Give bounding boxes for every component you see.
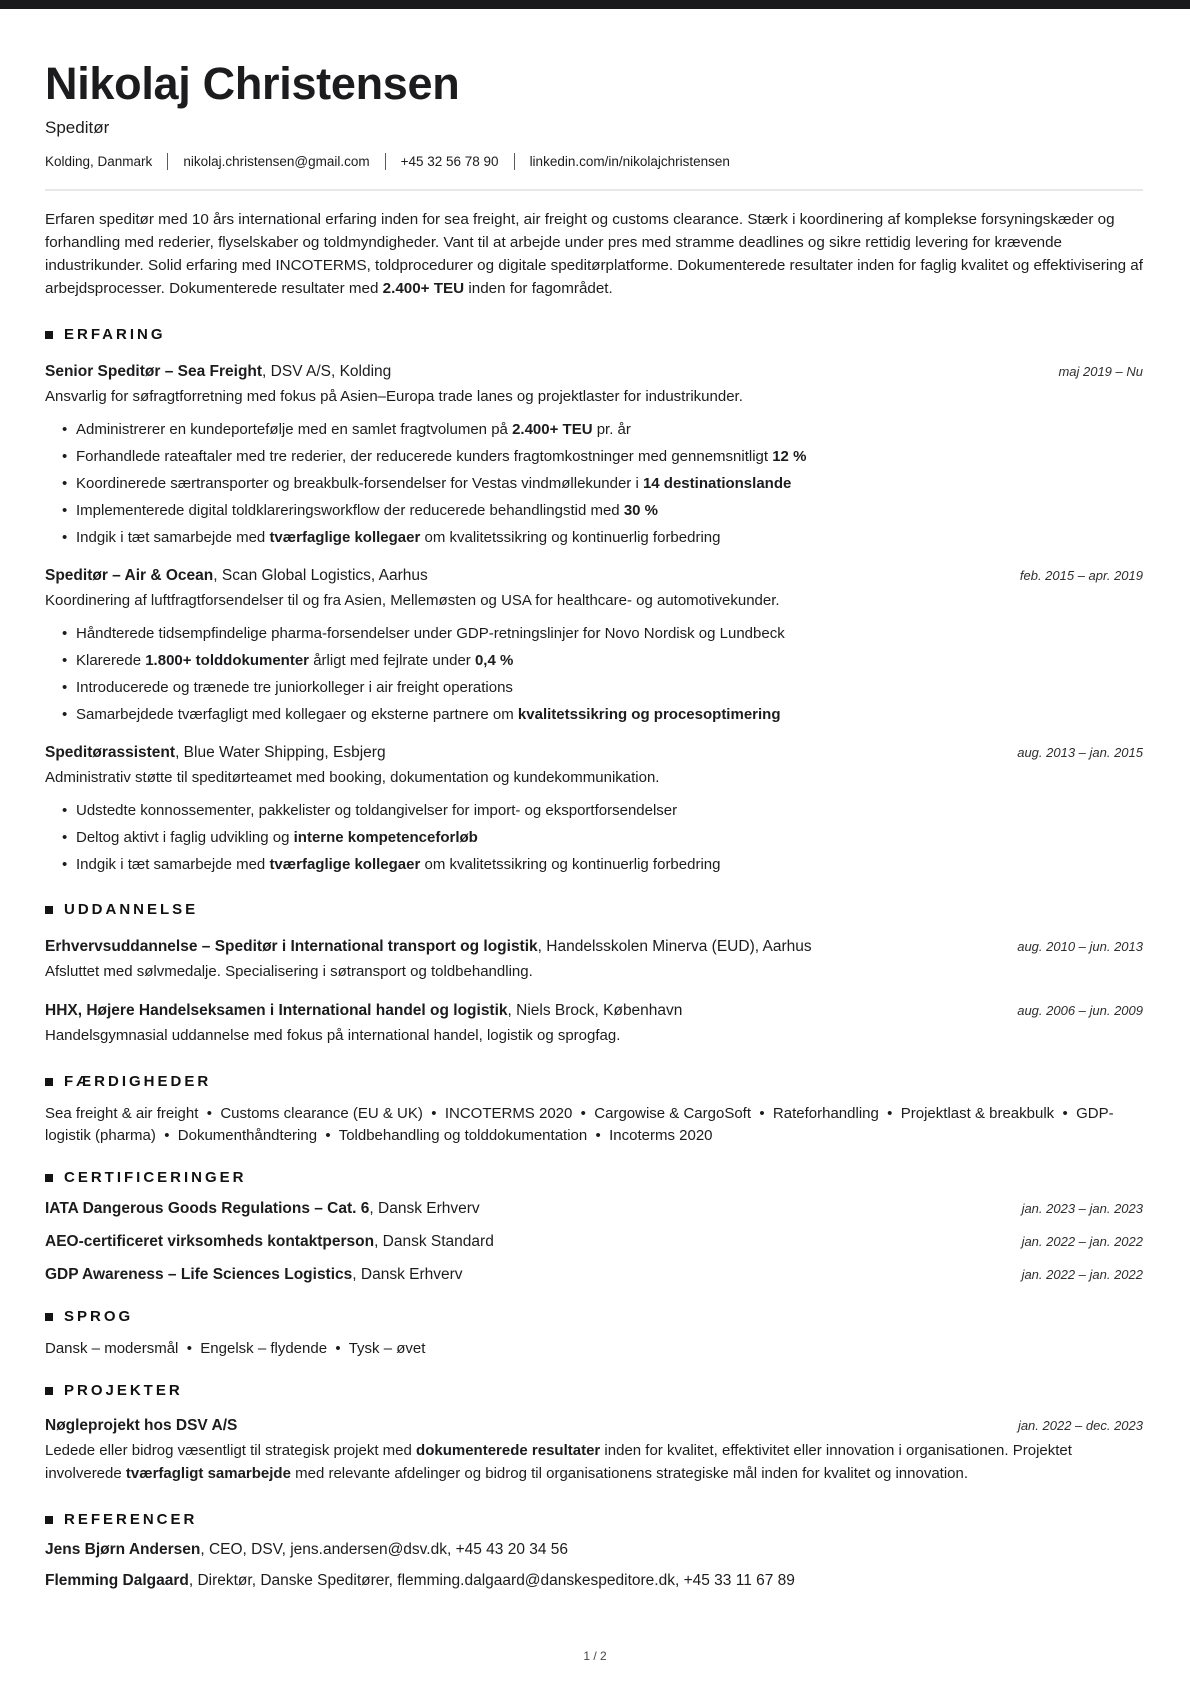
education-meta: , Niels Brock, København (507, 1002, 683, 1020)
education-title: Erhvervsuddannelse – Speditør i International transport og logistik (45, 938, 538, 956)
section-title-label: UDDANNELSE (64, 901, 199, 919)
job-bullet: • Administrerer en kundeportefølje med en samlet fragtvolumen på 2.400+ TEU pr. år (76, 419, 1143, 440)
section-references (45, 1511, 1143, 1591)
section-projects (45, 1382, 1143, 1485)
certification-date: jan. 2022 – jan. 2022 (1021, 1267, 1143, 1283)
certification-title: GDP Awareness – Life Sciences Logistics (45, 1266, 353, 1284)
section-marker-icon (45, 1078, 53, 1086)
education-header (45, 999, 1143, 1022)
certification-meta: , Dansk Standard (374, 1233, 494, 1251)
job-description: Koordinering af luftfragtforsendelser til og fra Asien, Mellemøsten og USA for healthcare- og automotivekunder. (45, 592, 780, 610)
job-bullet: • Klarerede 1.800+ tolddokumenter årligt med fejlrate under 0,4 % (76, 650, 1143, 671)
certification-title: AEO-certificeret virksomheds kontaktperson (45, 1233, 375, 1251)
job-meta: , DSV A/S, Kolding (262, 363, 392, 381)
project-description: Ledede eller bidrog væsentligt til strategisk projekt med dokumenterede resultater inden for kvalitet, effektivitet eller innovation i organisationen. Projektet involverede tværfagligt samarbejde med relevante afdelinger og bidrog til organisationens strategiske mål inden for kvalitet og innovation. (45, 1442, 1072, 1483)
section-title-projects (45, 1382, 1143, 1400)
section-title-certifications (45, 1169, 1143, 1187)
job-meta: , Scan Global Logistics, Aarhus (213, 567, 428, 585)
section-marker-icon (45, 1387, 53, 1395)
section-certifications (45, 1169, 1143, 1286)
section-skills (45, 1073, 1143, 1147)
separator-bar (385, 153, 386, 170)
job-header (45, 360, 1143, 383)
section-title-label: PROJEKTER (64, 1382, 183, 1400)
contact-row (45, 153, 1143, 170)
section-title-education (45, 901, 1143, 919)
certification-row (45, 1197, 1143, 1220)
separator-bar (167, 153, 168, 170)
job-title: Speditør – Air & Ocean (45, 567, 214, 585)
reference-row (45, 1540, 1143, 1560)
languages-list: Dansk – modersmål • Engelsk – flydende • Tysk – øvet (45, 1340, 426, 1358)
job-title: Speditørassistent (45, 744, 176, 762)
contact-phone: +45 32 56 78 90 (400, 154, 499, 170)
certification-title: IATA Dangerous Goods Regulations – Cat. 6 (45, 1200, 370, 1218)
section-title-label: CERTIFICERINGER (64, 1169, 247, 1187)
job-title-line (45, 741, 406, 764)
project-date: jan. 2022 – dec. 2023 (1017, 1418, 1143, 1434)
job-date: feb. 2015 – apr. 2019 (1019, 568, 1143, 584)
job-bullet: • Deltog aktivt i faglig udvikling og interne kompetenceforløb (76, 827, 1143, 848)
certification-title-line (45, 1197, 500, 1220)
header-divider (45, 189, 1143, 191)
section-marker-icon (45, 331, 53, 339)
job-header (45, 564, 1143, 587)
job-date: aug. 2013 – jan. 2015 (1017, 745, 1143, 761)
job-entry-1 (45, 360, 1143, 548)
job-bullet: • Forhandlede rateaftaler med tre rederier, der reducerede kunders fragtomkostninger med gennemsnitligt 12 % (76, 446, 1143, 467)
certification-meta: , Dansk Erhverv (369, 1200, 480, 1218)
job-title-line (45, 564, 448, 587)
project-entry (45, 1414, 1143, 1485)
job-bullet: • Indgik i tæt samarbejde med tværfaglige kollegaer om kvalitetssikring og kontinuerlig forbedring (76, 854, 1143, 875)
education-entry-2 (45, 999, 1143, 1047)
section-title-skills (45, 1073, 1143, 1091)
section-title-experience (45, 326, 1143, 344)
job-bullet: • Håndterede tidsempfindelige pharma-forsendelser under GDP-retningslinjer for Novo Nordisk og Lundbeck (76, 623, 1143, 644)
certification-date: jan. 2022 – jan. 2022 (1021, 1234, 1143, 1250)
certification-meta: , Dansk Erhverv (352, 1266, 463, 1284)
job-date: maj 2019 – Nu (1058, 364, 1143, 380)
person-name: Nikolaj Christensen (45, 58, 460, 109)
job-bullet-list (45, 623, 1143, 725)
job-bullet: • Samarbejdede tværfagligt med kollegaer og eksterne partnere om kvalitetssikring og procesoptimering (76, 704, 1143, 725)
reference-meta: , CEO, DSV, jens.andersen@dsv.dk, +45 43 20 34 56 (200, 1541, 569, 1559)
project-header (45, 1414, 1143, 1437)
job-bullet: • Udstedte konnossementer, pakkelister og toldangivelser for import- og eksportforsendelser (76, 800, 1143, 821)
job-bullet-list (45, 800, 1143, 875)
contact-email: nikolaj.christensen@gmail.com (183, 154, 370, 170)
certification-row (45, 1230, 1143, 1253)
education-title: HHX, Højere Handelseksamen i International handel og logistik (45, 1002, 508, 1020)
certification-title-line (45, 1263, 483, 1286)
reference-meta: , Direktør, Danske Speditører, flemming.dalgaard@danskespeditore.dk, +45 33 11 67 89 (188, 1572, 795, 1590)
section-title-languages (45, 1308, 1143, 1326)
job-bullet: • Implementerede digital toldklareringsworkflow der reducerede behandlingstid med 30 % (76, 500, 1143, 521)
section-languages (45, 1308, 1143, 1360)
resume-page (0, 9, 1190, 1591)
section-title-label: ERFARING (64, 326, 166, 344)
job-entry-3 (45, 741, 1143, 875)
job-title-line (45, 360, 411, 383)
education-entry-1 (45, 935, 1143, 983)
section-title-references (45, 1511, 1143, 1529)
contact-location: Kolding, Danmark (45, 154, 153, 170)
reference-name: Jens Bjørn Andersen (45, 1541, 201, 1559)
section-marker-icon (45, 906, 53, 914)
education-date: aug. 2010 – jun. 2013 (1017, 939, 1143, 955)
section-experience (45, 326, 1143, 875)
section-title-label: FÆRDIGHEDER (64, 1073, 212, 1091)
section-title-label: SPROG (64, 1308, 134, 1326)
section-marker-icon (45, 1516, 53, 1524)
person-role: Speditør (45, 118, 110, 138)
education-header (45, 935, 1143, 958)
certification-title-line (45, 1230, 514, 1253)
resume-header (45, 59, 1143, 170)
reference-row (45, 1571, 1143, 1591)
skills-list: Sea freight & air freight • Customs clearance (EU & UK) • INCOTERMS 2020 • Cargowise & CargoSoft • Rateforhandling • Projektlast & breakbulk • GDP-logistik (pharma) • Dokumenthåndtering • Toldbehandling og tolddokumentation • Incoterms 2020 (45, 1105, 1114, 1145)
job-description: Administrativ støtte til speditørteamet med booking, dokumentation og kundekommunikation. (45, 769, 660, 787)
job-bullet: • Introducerede og trænede tre juniorkolleger i air freight operations (76, 677, 1143, 698)
certification-date: jan. 2023 – jan. 2023 (1021, 1201, 1143, 1217)
page-number: 1 / 2 (583, 1649, 607, 1663)
job-description: Ansvarlig for søfragtforretning med fokus på Asien–Europa trade lanes og projektlaster for industrikunder. (45, 388, 743, 406)
section-marker-icon (45, 1174, 53, 1182)
job-header (45, 741, 1143, 764)
section-education (45, 901, 1143, 1047)
separator-bar (514, 153, 515, 170)
education-description: Afsluttet med sølvmedalje. Specialisering i søtransport og toldbehandling. (45, 963, 533, 981)
job-bullet-list (45, 419, 1143, 548)
project-title: Nøgleprojekt hos DSV A/S (45, 1417, 238, 1435)
top-accent-bar (0, 0, 1190, 9)
job-title: Senior Speditør – Sea Freight (45, 363, 263, 381)
section-marker-icon (45, 1313, 53, 1321)
project-title-line (45, 1414, 257, 1437)
reference-name: Flemming Dalgaard (45, 1572, 189, 1590)
job-bullet: • Koordinerede særtransporter og breakbulk-forsendelser for Vestas vindmøllekunder i 14 destinationslande (76, 473, 1143, 494)
education-meta: , Handelsskolen Minerva (EUD), Aarhus (537, 938, 812, 956)
job-entry-2 (45, 564, 1143, 725)
education-title-line (45, 999, 702, 1022)
education-date: aug. 2006 – jun. 2009 (1017, 1003, 1143, 1019)
section-title-label: REFERENCER (64, 1511, 198, 1529)
job-bullet: • Indgik i tæt samarbejde med tværfaglige kollegaer om kvalitetssikring og kontinuerlig forbedring (76, 527, 1143, 548)
education-description: Handelsgymnasial uddannelse med fokus på international handel, logistik og sprogfag. (45, 1027, 621, 1045)
summary-text: Erfaren speditør med 10 års international erfaring inden for sea freight, air freight og customs clearance. Stærk i koordinering af komplekse forsyningskæder og forhandling med rederier, flyselskaber og toldmyndigheder. Vant til at arbejde under pres med stramme deadlines og sikre rettidig levering for krævende industrikunder. Solid erfaring med INCOTERMS, toldprocedurer og digitale speditørplatforme. Dokumenterede resultater inden for faglig kvalitet og effektivisering af arbejdsprocesser. Dokumenterede resultater med 2.400+ TEU inden for fagområdet. (45, 211, 1143, 298)
contact-linkedin: linkedin.com/in/nikolajchristensen (529, 154, 730, 170)
certification-row (45, 1263, 1143, 1286)
job-meta: , Blue Water Shipping, Esbjerg (175, 744, 386, 762)
education-title-line (45, 935, 832, 958)
